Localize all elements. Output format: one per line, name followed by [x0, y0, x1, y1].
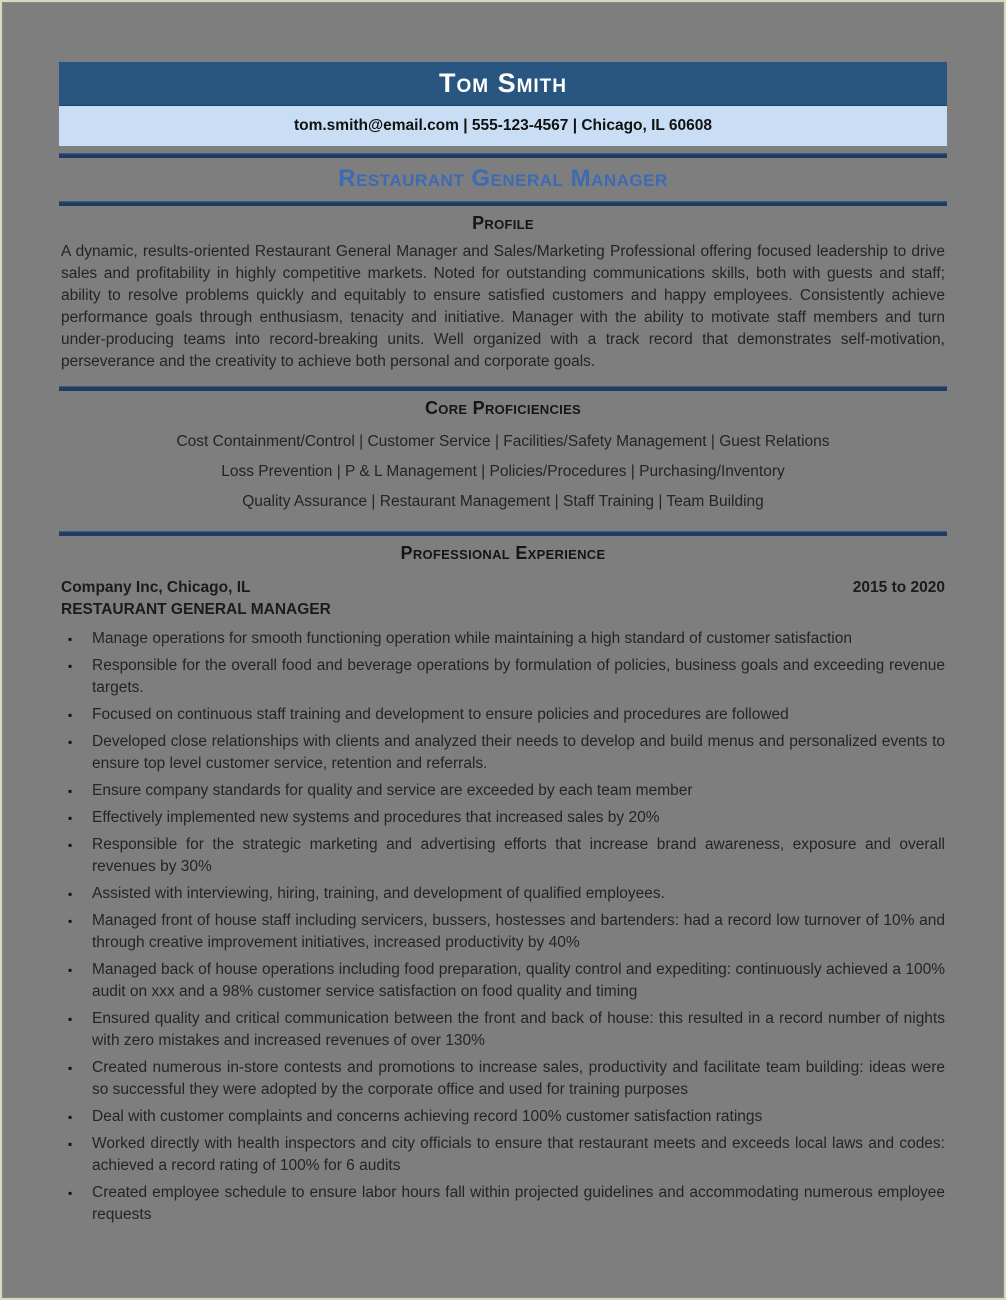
employment-dates: 2015 to 2020 [852, 579, 945, 596]
experience-bullet: ▪ Managed front of house staff including servicers, bussers, hostesses and bartenders: had a record low turnover of 10% and through creative improvement initiatives, increased productivity by 40% [59, 910, 945, 954]
experience-entry [59, 566, 947, 1226]
contact-bar [59, 106, 947, 146]
name-banner [59, 62, 947, 106]
job-title: Restaurant General Manager [338, 165, 668, 192]
experience-bullet: ▪ Created numerous in-store contests and promotions to increase sales, productivity and facilitate team building: ideas were so successful they were adopted by the corporate office and used for training purposes [59, 1057, 945, 1101]
company-name: Company Inc, Chicago, IL [61, 579, 251, 596]
core-proficiencies-heading: Core Proficiencies [424, 398, 582, 418]
experience-bullet: ▪ Assisted with interviewing, hiring, training, and development of qualified employees. [59, 883, 945, 905]
profile-paragraph: A dynamic, results-oriented Restaurant General Manager and Sales/Marketing Professional offering focused leadership to drive sales and profitability in highly competitive markets. Noted for outstanding communications skills, both with guests and staff; ability to resolve problems quickly and equitably to ensure satisfied customers and happy employees. Consistently achieve performance goals through enthusiasm, tenacity and initiative. Manager with the ability to motivate staff members and turn under-producing teams into record-breaking units. Well organized with a track record that demonstrates self-motivation, perseverance and the creativity to achieve both personal and corporate goals. [61, 243, 945, 370]
experience-bullet: ▪ Ensured quality and critical communication between the front and back of house: this resulted in a record number of nights with zero mistakes and increased revenues of over 130% [59, 1008, 945, 1052]
experience-bullet: ▪ Deal with customer complaints and concerns achieving record 100% customer satisfaction ratings [59, 1106, 945, 1128]
experience-bullet: ▪ Focused on continuous staff training and development to ensure policies and procedures are followed [59, 704, 945, 726]
profile-heading: Profile [472, 213, 534, 233]
core-proficiencies-list [59, 421, 947, 531]
experience-bullet: ▪ Effectively implemented new systems and procedures that increased sales by 20% [59, 807, 945, 829]
experience-bullet: ▪ Responsible for the strategic marketing and advertising efforts that increase brand awareness, exposure and overall revenues by 30% [59, 834, 945, 878]
experience-bullet: ▪ Worked directly with health inspectors and city officials to ensure that restaurant meets and exceeds local laws and codes: achieved a record rating of 100% for 6 audits [59, 1133, 945, 1177]
experience-bullet: ▪ Managed back of house operations including food preparation, quality control and expediting: continuously achieved a 100% audit on xxx and a 98% customer service satisfaction on food quality and timing [59, 959, 945, 1003]
candidate-name: Tom Smith [438, 68, 568, 98]
experience-bullet: ▪ Manage operations for smooth functioning operation while maintaining a high standard of customer satisfaction [59, 628, 945, 650]
experience-bullet-list [59, 628, 947, 1226]
experience-bullet: ▪ Developed close relationships with clients and analyzed their needs to develop and build menus and personalized events to ensure top level customer service, retention and referrals. [59, 731, 945, 775]
contact-info: tom.smith@email.com | 555-123-4567 | Chicago, IL 60608 [293, 117, 713, 134]
experience-bullet: ▪ Ensure company standards for quality and service are exceeded by each team member [59, 780, 945, 802]
experience-bullet: ▪ Created employee schedule to ensure labor hours fall within projected guidelines and accommodating numerous employee requests [59, 1182, 945, 1226]
proficiency-row: Loss Prevention | P & L Management | Policies/Procedures | Purchasing/Inventory [221, 463, 785, 480]
company-row [59, 577, 947, 599]
proficiency-row: Quality Assurance | Restaurant Management | Staff Training | Team Building [242, 493, 764, 510]
experience-heading: Professional Experience [400, 543, 606, 563]
experience-bullet: ▪ Responsible for the overall food and beverage operations by formulation of policies, business goals and exceeding revenue targets. [59, 655, 945, 699]
role-title: RESTAURANT GENERAL MANAGER [61, 601, 331, 618]
proficiency-row: Cost Containment/Control | Customer Service | Facilities/Safety Management | Guest Relations [176, 433, 830, 450]
